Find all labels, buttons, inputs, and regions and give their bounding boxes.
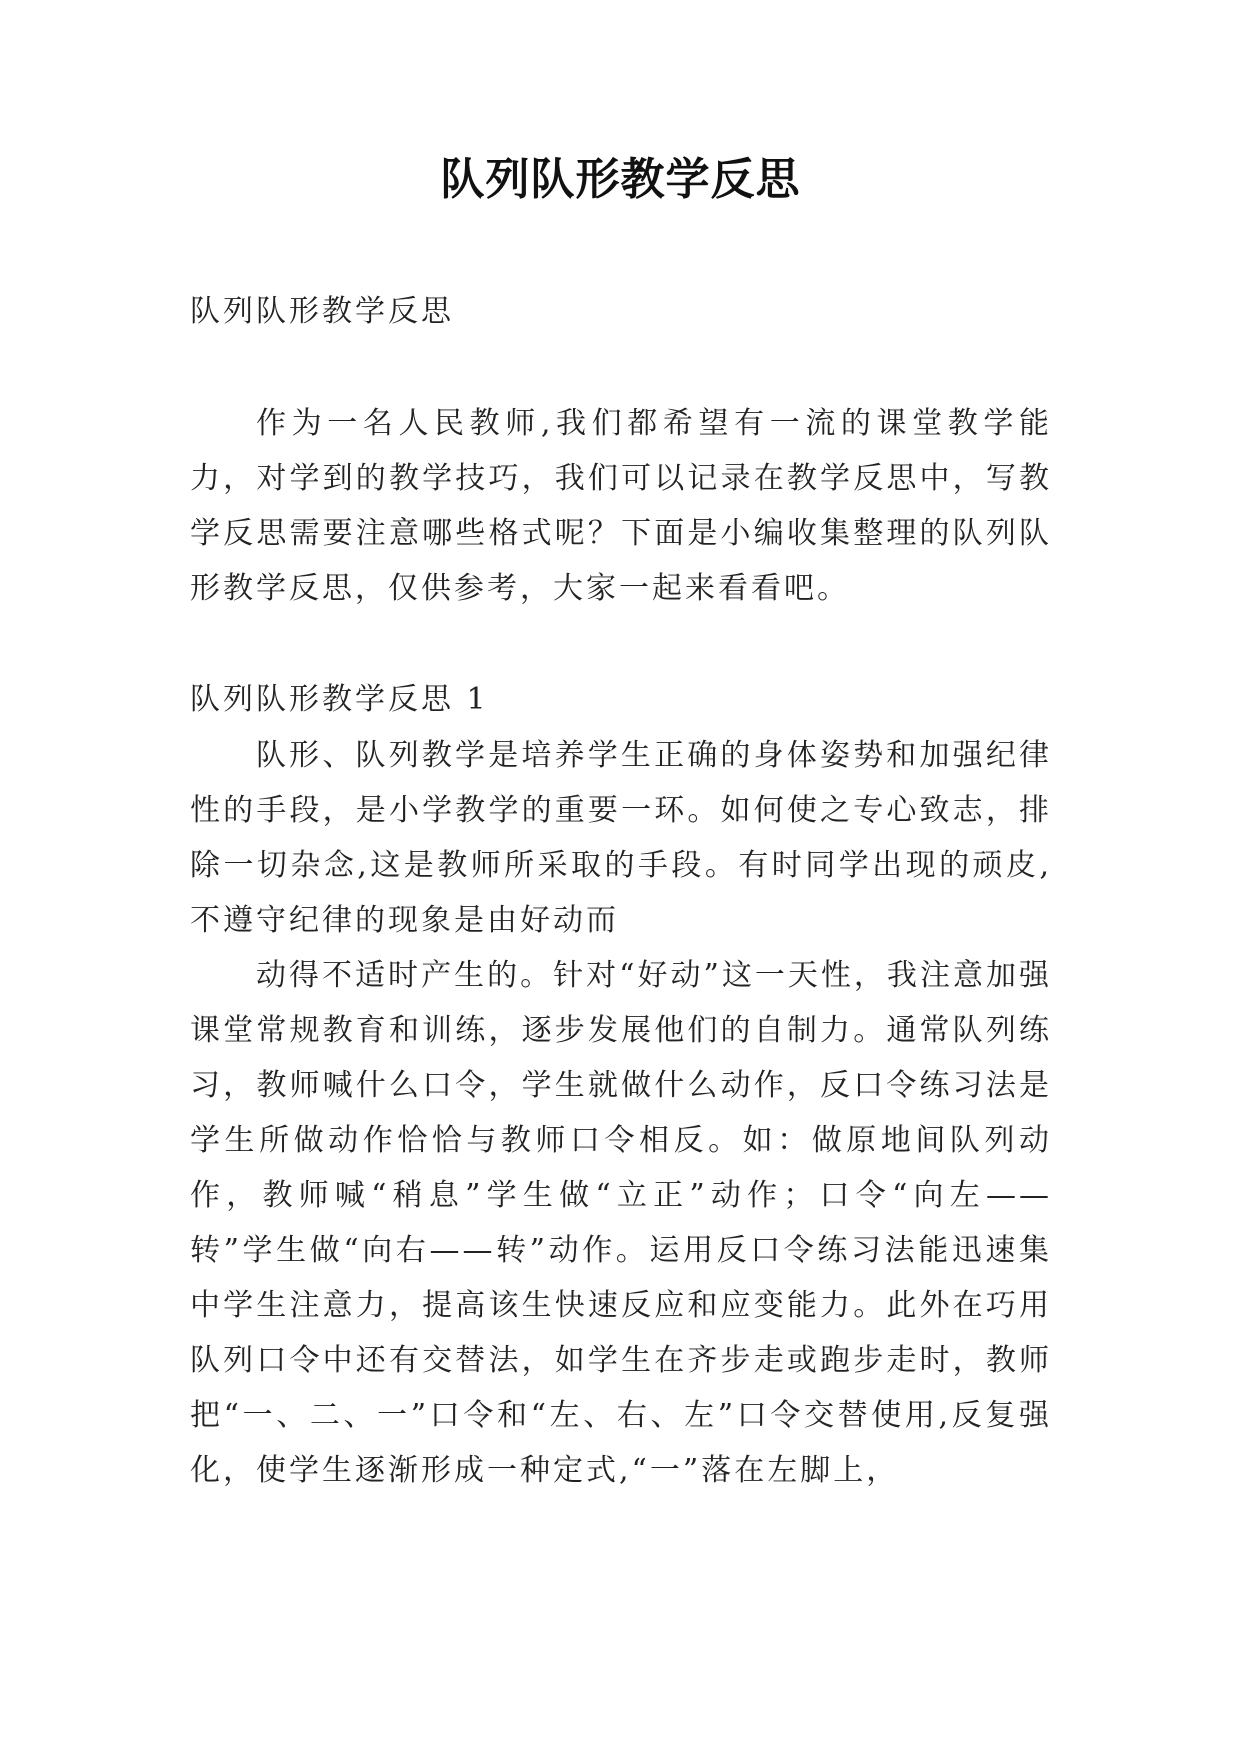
document-subtitle: 队列队形教学反思 bbox=[190, 294, 454, 329]
document-title: 队列队形教学反思 bbox=[440, 154, 801, 205]
body-paragraph-1: 队形、队列教学是培养学生正确的身体姿势和加强纪律性的手段，是小学教学的重要一环。如何使之专心致志，排除一切杂念,这是教师所采取的手段。有时同学出现的顽皮,不遵守纪律的现象是由好动而 bbox=[190, 738, 1052, 938]
intro-paragraph: 作为一名人民教师,我们都希望有一流的课堂教学能力，对学到的教学技巧，我们可以记录在教学反思中，写教学反思需要注意哪些格式呢？下面是小编收集整理的队列队形教学反思，仅供参考，大家一起来看看吧。 bbox=[190, 406, 1052, 606]
body-paragraph-2: 动得不适时产生的。针对“好动”这一天性，我注意加强课堂常规教育和训练，逐步发展他们的自制力。通常队列练习，教师喊什么口令，学生就做什么动作，反口令练习法是学生所做动作恰恰与教师口令相反。如：做原地间队列动作，教师喊“稍息”学生做“立正”动作；口令“向左——转”学生做“向右——转”动作。运用反口令练习法能迅速集中学生注意力，提高该生快速反应和应变能力。此外在巧用队列口令中还有交替法，如学生在齐步走或跑步走时，教师把“一、二、一”口令和“左、右、左”口令交替使用,反复强化，使学生逐渐形成一种定式,“一”落在左脚上， bbox=[190, 958, 1052, 1488]
document-body bbox=[190, 290, 1052, 1498]
section-heading: 队列队形教学反思 1 bbox=[190, 682, 489, 717]
